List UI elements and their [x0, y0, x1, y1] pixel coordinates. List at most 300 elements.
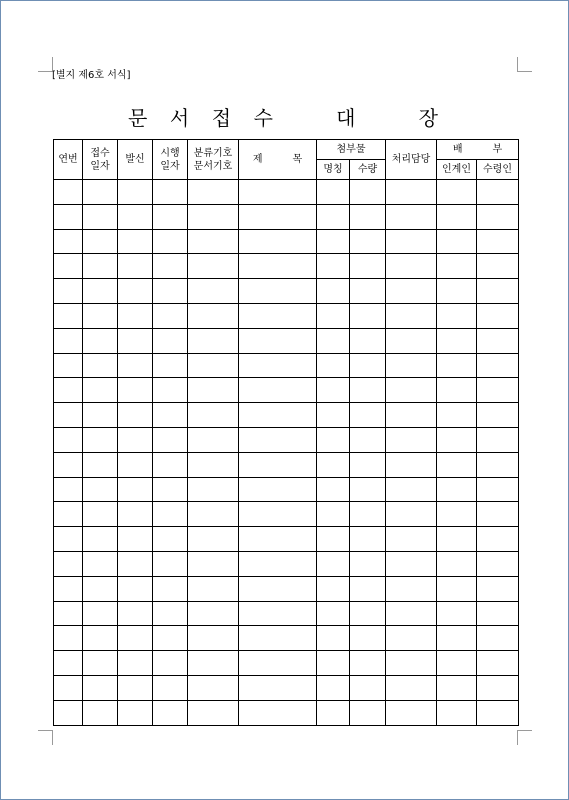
ledger-cell[interactable]: [350, 180, 386, 205]
ledger-cell[interactable]: [317, 700, 350, 725]
ledger-cell[interactable]: [239, 502, 317, 527]
ledger-cell[interactable]: [239, 527, 317, 552]
crop-mark-bottom-right: [517, 730, 532, 745]
ledger-cell[interactable]: [477, 502, 519, 527]
ledger-cell[interactable]: [153, 626, 188, 651]
ledger-cell[interactable]: [437, 551, 477, 576]
ledger-cell[interactable]: [118, 651, 153, 676]
ledger-cell[interactable]: [477, 254, 519, 279]
ledger-cell[interactable]: [386, 477, 437, 502]
header-receipt-date: [83, 140, 118, 180]
ledger-cell[interactable]: [350, 502, 386, 527]
ledger-cell[interactable]: [239, 700, 317, 725]
ledger-cell[interactable]: [83, 527, 118, 552]
ledger-cell[interactable]: [118, 279, 153, 304]
ledger-cell[interactable]: [83, 303, 118, 328]
header-line: 일자: [90, 160, 110, 172]
title-char: 대: [336, 106, 356, 130]
header-exec-date: [153, 140, 188, 180]
ledger-cell[interactable]: [83, 353, 118, 378]
ledger-cell[interactable]: [83, 403, 118, 428]
ledger-cell[interactable]: [386, 576, 437, 601]
ledger-cell[interactable]: [118, 601, 153, 626]
ledger-cell[interactable]: [54, 378, 83, 403]
ledger-cell[interactable]: [153, 204, 188, 229]
ledger-cell[interactable]: [54, 303, 83, 328]
ledger-cell[interactable]: [83, 477, 118, 502]
ledger-cell[interactable]: [118, 204, 153, 229]
ledger-cell[interactable]: [317, 204, 350, 229]
title-char: 수: [253, 106, 273, 130]
header-attachment-qty: 수량: [350, 160, 386, 180]
ledger-cell[interactable]: [153, 601, 188, 626]
ledger-cell[interactable]: [317, 576, 350, 601]
ledger-cell[interactable]: [386, 527, 437, 552]
ledger-cell[interactable]: [477, 601, 519, 626]
ledger-cell[interactable]: [437, 204, 477, 229]
ledger-cell[interactable]: [437, 279, 477, 304]
ledger-row: [54, 229, 519, 254]
ledger-cell[interactable]: [153, 328, 188, 353]
ledger-cell[interactable]: [477, 675, 519, 700]
ledger-cell[interactable]: [477, 353, 519, 378]
ledger-cell[interactable]: [83, 229, 118, 254]
ledger-cell[interactable]: [437, 626, 477, 651]
ledger-cell[interactable]: [317, 353, 350, 378]
ledger-row: [54, 651, 519, 676]
ledger-cell[interactable]: [477, 626, 519, 651]
ledger-row: [54, 527, 519, 552]
ledger-cell[interactable]: [350, 452, 386, 477]
ledger-cell[interactable]: [153, 502, 188, 527]
ledger-cell[interactable]: [477, 403, 519, 428]
ledger-cell[interactable]: [437, 180, 477, 205]
title-char: 문: [128, 106, 148, 130]
ledger-cell[interactable]: [83, 576, 118, 601]
ledger-cell[interactable]: [118, 328, 153, 353]
ledger-cell[interactable]: [83, 279, 118, 304]
ledger-cell[interactable]: [83, 328, 118, 353]
ledger-cell[interactable]: [350, 675, 386, 700]
ledger-row: [54, 502, 519, 527]
ledger-cell[interactable]: [83, 180, 118, 205]
ledger-cell[interactable]: [54, 551, 83, 576]
ledger-cell[interactable]: [153, 427, 188, 452]
ledger-cell[interactable]: [118, 452, 153, 477]
crop-mark-top-right: [517, 57, 532, 72]
ledger-cell[interactable]: [153, 180, 188, 205]
ledger-cell[interactable]: [477, 378, 519, 403]
ledger-row: [54, 427, 519, 452]
ledger-cell[interactable]: [153, 303, 188, 328]
ledger-cell[interactable]: [477, 328, 519, 353]
ledger-cell[interactable]: [188, 651, 239, 676]
ledger-row: [54, 675, 519, 700]
title-spacer: [296, 102, 314, 131]
crop-mark-bottom-left: [38, 730, 53, 745]
ledger-cell[interactable]: [317, 279, 350, 304]
ledger-cell[interactable]: [188, 279, 239, 304]
ledger-cell[interactable]: [54, 353, 83, 378]
ledger-cell[interactable]: [437, 502, 477, 527]
ledger-cell[interactable]: [239, 477, 317, 502]
ledger-cell[interactable]: [153, 675, 188, 700]
ledger-cell[interactable]: [54, 279, 83, 304]
ledger-cell[interactable]: [54, 675, 83, 700]
ledger-cell[interactable]: [118, 427, 153, 452]
ledger-row: [54, 403, 519, 428]
ledger-cell[interactable]: [188, 527, 239, 552]
ledger-cell[interactable]: [317, 626, 350, 651]
ledger-cell[interactable]: [437, 651, 477, 676]
ledger-cell[interactable]: [118, 675, 153, 700]
ledger-cell[interactable]: [317, 452, 350, 477]
ledger-cell[interactable]: [477, 303, 519, 328]
header-receiver: 수령인: [477, 160, 519, 180]
ledger-cell[interactable]: [118, 303, 153, 328]
ledger-cell[interactable]: [118, 502, 153, 527]
ledger-cell[interactable]: [350, 353, 386, 378]
ledger-cell[interactable]: [188, 229, 239, 254]
ledger-cell[interactable]: [118, 576, 153, 601]
ledger-cell[interactable]: [54, 527, 83, 552]
ledger-cell[interactable]: [188, 353, 239, 378]
ledger-cell[interactable]: [153, 551, 188, 576]
ledger-cell[interactable]: [239, 378, 317, 403]
ledger-row: [54, 576, 519, 601]
ledger-cell[interactable]: [350, 576, 386, 601]
ledger-cell[interactable]: [188, 601, 239, 626]
ledger-cell[interactable]: [386, 303, 437, 328]
ledger-cell[interactable]: [54, 403, 83, 428]
ledger-cell[interactable]: [386, 180, 437, 205]
ledger-cell[interactable]: [239, 353, 317, 378]
ledger-cell[interactable]: [153, 353, 188, 378]
ledger-cell[interactable]: [54, 477, 83, 502]
ledger-cell[interactable]: [477, 204, 519, 229]
ledger-cell[interactable]: [54, 601, 83, 626]
ledger-cell[interactable]: [239, 403, 317, 428]
ledger-cell[interactable]: [437, 403, 477, 428]
ledger-cell[interactable]: [54, 651, 83, 676]
ledger-row: [54, 477, 519, 502]
ledger-cell[interactable]: [437, 576, 477, 601]
ledger-cell[interactable]: [153, 527, 188, 552]
ledger-cell[interactable]: [118, 229, 153, 254]
ledger-cell[interactable]: [437, 527, 477, 552]
ledger-cell[interactable]: [153, 700, 188, 725]
header-handover: 인계인: [437, 160, 477, 180]
ledger-cell[interactable]: [188, 576, 239, 601]
ledger-cell[interactable]: [386, 229, 437, 254]
ledger-cell[interactable]: [386, 700, 437, 725]
ledger-cell[interactable]: [477, 427, 519, 452]
ledger-cell[interactable]: [477, 576, 519, 601]
ledger-cell[interactable]: [477, 527, 519, 552]
ledger-cell[interactable]: [317, 551, 350, 576]
ledger-cell[interactable]: [477, 477, 519, 502]
ledger-cell[interactable]: [386, 403, 437, 428]
ledger-cell[interactable]: [437, 378, 477, 403]
ledger-cell[interactable]: [239, 427, 317, 452]
ledger-cell[interactable]: [350, 477, 386, 502]
header-class-code: [188, 140, 239, 180]
ledger-cell[interactable]: [317, 328, 350, 353]
header-line: 일자: [160, 160, 180, 172]
ledger-cell[interactable]: [239, 180, 317, 205]
ledger-cell[interactable]: [437, 700, 477, 725]
ledger-cell[interactable]: [477, 651, 519, 676]
ledger-cell[interactable]: [54, 328, 83, 353]
ledger-cell[interactable]: [317, 651, 350, 676]
ledger-cell[interactable]: [350, 427, 386, 452]
ledger-cell[interactable]: [83, 551, 118, 576]
ledger-cell[interactable]: [317, 254, 350, 279]
ledger-cell[interactable]: [188, 303, 239, 328]
ledger-cell[interactable]: [188, 427, 239, 452]
ledger-cell[interactable]: [239, 576, 317, 601]
title-char: 접: [211, 106, 232, 130]
ledger-cell[interactable]: [188, 254, 239, 279]
ledger-cell[interactable]: [350, 700, 386, 725]
ledger-cell[interactable]: [118, 551, 153, 576]
ledger-cell[interactable]: [153, 403, 188, 428]
ledger-cell[interactable]: [153, 651, 188, 676]
ledger-cell[interactable]: [437, 601, 477, 626]
ledger-cell[interactable]: [350, 328, 386, 353]
form-label: [별지 제6호 서식]: [52, 70, 131, 81]
ledger-cell[interactable]: [239, 254, 317, 279]
ledger-cell[interactable]: [437, 303, 477, 328]
header-distribution: [437, 140, 519, 160]
ledger-row: [54, 452, 519, 477]
ledger-cell[interactable]: [83, 452, 118, 477]
ledger-cell[interactable]: [54, 452, 83, 477]
ledger-cell[interactable]: [386, 626, 437, 651]
ledger-row: [54, 601, 519, 626]
ledger-cell[interactable]: [83, 700, 118, 725]
ledger-cell[interactable]: [118, 353, 153, 378]
ledger-cell[interactable]: [386, 204, 437, 229]
ledger-cell[interactable]: [188, 626, 239, 651]
ledger-cell[interactable]: [188, 180, 239, 205]
ledger-cell[interactable]: [153, 477, 188, 502]
ledger-cell[interactable]: [188, 328, 239, 353]
crop-mark-top-left: [38, 57, 53, 72]
ledger-cell[interactable]: [188, 403, 239, 428]
ledger-cell[interactable]: [54, 180, 83, 205]
ledger-cell[interactable]: [317, 403, 350, 428]
ledger-cell[interactable]: [317, 477, 350, 502]
ledger-body: [54, 180, 519, 726]
ledger-cell[interactable]: [188, 502, 239, 527]
ledger-cell[interactable]: [239, 279, 317, 304]
ledger-cell[interactable]: [317, 229, 350, 254]
ledger-row: [54, 180, 519, 205]
ledger-cell[interactable]: [350, 527, 386, 552]
ledger-cell[interactable]: [54, 502, 83, 527]
header-distribution-char: 부: [492, 144, 503, 155]
ledger-cell[interactable]: [437, 675, 477, 700]
title-char: 서: [169, 106, 190, 130]
ledger-cell[interactable]: [54, 254, 83, 279]
ledger-cell[interactable]: [188, 700, 239, 725]
ledger-cell[interactable]: [317, 675, 350, 700]
ledger-row: [54, 378, 519, 403]
ledger-cell[interactable]: [437, 328, 477, 353]
ledger-cell[interactable]: [54, 204, 83, 229]
header-attachment-name: 명칭: [317, 160, 350, 180]
ledger-cell[interactable]: [153, 254, 188, 279]
ledger-cell[interactable]: [54, 229, 83, 254]
ledger-cell[interactable]: [386, 551, 437, 576]
ledger-cell[interactable]: [54, 626, 83, 651]
ledger-cell[interactable]: [54, 576, 83, 601]
ledger-cell[interactable]: [118, 477, 153, 502]
ledger-cell[interactable]: [386, 452, 437, 477]
ledger-cell[interactable]: [188, 675, 239, 700]
ledger-row: [54, 353, 519, 378]
ledger-cell[interactable]: [118, 254, 153, 279]
ledger-cell[interactable]: [83, 601, 118, 626]
ledger-cell[interactable]: [54, 700, 83, 725]
ledger-cell[interactable]: [350, 651, 386, 676]
ledger-cell[interactable]: [188, 378, 239, 403]
ledger-cell[interactable]: [239, 303, 317, 328]
ledger-cell[interactable]: [118, 180, 153, 205]
ledger-cell[interactable]: [239, 675, 317, 700]
ledger-cell[interactable]: [188, 204, 239, 229]
ledger-cell[interactable]: [317, 527, 350, 552]
ledger-cell[interactable]: [437, 229, 477, 254]
ledger-cell[interactable]: [350, 279, 386, 304]
ledger-cell[interactable]: [437, 452, 477, 477]
receipt-ledger-table: [53, 139, 519, 726]
ledger-cell[interactable]: [350, 601, 386, 626]
ledger-cell[interactable]: [350, 626, 386, 651]
ledger-cell[interactable]: [437, 477, 477, 502]
ledger-cell[interactable]: [437, 353, 477, 378]
ledger-cell[interactable]: [350, 378, 386, 403]
ledger-cell[interactable]: [350, 403, 386, 428]
document-title: [128, 102, 438, 131]
ledger-cell[interactable]: [437, 427, 477, 452]
ledger-row: [54, 328, 519, 353]
ledger-cell[interactable]: [350, 551, 386, 576]
ledger-row: [54, 279, 519, 304]
ledger-cell[interactable]: [118, 700, 153, 725]
ledger-cell[interactable]: [83, 626, 118, 651]
header-distribution-char: 배: [452, 144, 463, 155]
ledger-cell[interactable]: [118, 378, 153, 403]
title-char: 장: [418, 106, 438, 130]
ledger-cell[interactable]: [54, 427, 83, 452]
ledger-cell[interactable]: [83, 675, 118, 700]
ledger-cell[interactable]: [350, 229, 386, 254]
ledger-row: [54, 204, 519, 229]
ledger-row: [54, 551, 519, 576]
ledger-cell[interactable]: [350, 303, 386, 328]
ledger-cell[interactable]: [386, 651, 437, 676]
ledger-cell[interactable]: [239, 204, 317, 229]
ledger-cell[interactable]: [437, 254, 477, 279]
ledger-cell[interactable]: [386, 328, 437, 353]
ledger-cell[interactable]: [386, 279, 437, 304]
ledger-cell[interactable]: [386, 601, 437, 626]
ledger-cell[interactable]: [477, 180, 519, 205]
ledger-cell[interactable]: [239, 601, 317, 626]
ledger-cell[interactable]: [83, 378, 118, 403]
ledger-cell[interactable]: [477, 551, 519, 576]
ledger-cell[interactable]: [239, 651, 317, 676]
ledger-cell[interactable]: [83, 502, 118, 527]
ledger-cell[interactable]: [188, 551, 239, 576]
ledger-cell[interactable]: [386, 353, 437, 378]
ledger-cell[interactable]: [153, 279, 188, 304]
header-sender: 발신: [118, 140, 153, 180]
ledger-cell[interactable]: [239, 551, 317, 576]
header-line: 시행: [160, 147, 180, 159]
ledger-cell[interactable]: [83, 427, 118, 452]
ledger-cell[interactable]: [350, 254, 386, 279]
ledger-row: [54, 700, 519, 725]
ledger-cell[interactable]: [317, 502, 350, 527]
ledger-cell[interactable]: [118, 403, 153, 428]
ledger-cell[interactable]: [239, 626, 317, 651]
header-line: 분류기호: [193, 147, 233, 159]
ledger-cell[interactable]: [477, 229, 519, 254]
ledger-cell[interactable]: [477, 279, 519, 304]
ledger-cell[interactable]: [83, 651, 118, 676]
ledger-cell[interactable]: [477, 452, 519, 477]
header-attachment: 첨부물: [317, 140, 386, 160]
header-subject-char: 제: [252, 154, 263, 165]
ledger-cell[interactable]: [477, 700, 519, 725]
ledger-cell[interactable]: [317, 601, 350, 626]
ledger-cell[interactable]: [83, 254, 118, 279]
header-line: 문서기호: [193, 160, 233, 172]
ledger-cell[interactable]: [386, 254, 437, 279]
header-subject-char: 목: [292, 154, 303, 165]
ledger-cell[interactable]: [239, 328, 317, 353]
ledger-cell[interactable]: [386, 378, 437, 403]
ledger-cell[interactable]: [317, 427, 350, 452]
header-serial: 연번: [54, 140, 83, 180]
ledger-cell[interactable]: [317, 180, 350, 205]
ledger-cell[interactable]: [188, 452, 239, 477]
ledger-cell[interactable]: [317, 378, 350, 403]
ledger-cell[interactable]: [350, 204, 386, 229]
ledger-cell[interactable]: [83, 204, 118, 229]
ledger-cell[interactable]: [118, 626, 153, 651]
ledger-cell[interactable]: [153, 576, 188, 601]
ledger-cell[interactable]: [153, 229, 188, 254]
ledger-cell[interactable]: [239, 452, 317, 477]
ledger-cell[interactable]: [317, 303, 350, 328]
ledger-cell[interactable]: [386, 427, 437, 452]
ledger-cell[interactable]: [153, 378, 188, 403]
ledger-row: [54, 303, 519, 328]
ledger-cell[interactable]: [239, 229, 317, 254]
ledger-row: [54, 254, 519, 279]
ledger-cell[interactable]: [118, 527, 153, 552]
ledger-cell[interactable]: [188, 477, 239, 502]
ledger-cell[interactable]: [386, 502, 437, 527]
header-line: 접수: [90, 147, 110, 159]
ledger-cell[interactable]: [153, 452, 188, 477]
header-handler: 처리담당: [386, 140, 437, 180]
ledger-cell[interactable]: [386, 675, 437, 700]
